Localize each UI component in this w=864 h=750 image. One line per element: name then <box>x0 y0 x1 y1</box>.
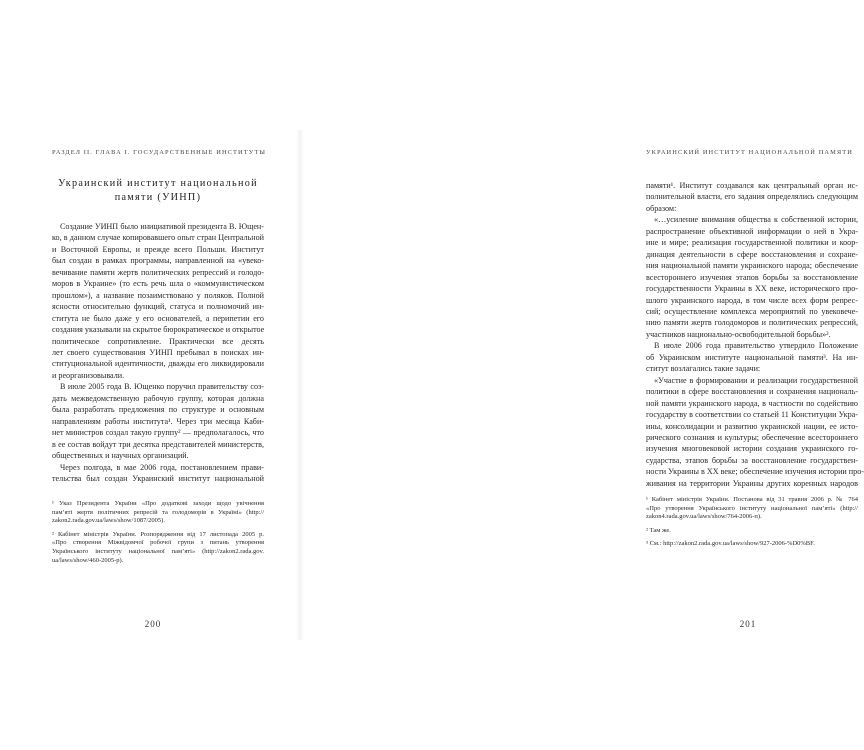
text-line: ности Украины в XX веке; обеспечение изучения истории про- <box>646 467 864 477</box>
text-line: шлого украинского народа, в том числе всех форм репрес- <box>646 295 858 305</box>
text-line: вечивание памяти жертв политических репрессий и голодо- <box>52 267 264 277</box>
text-line: лет своего существования УИНП пребывал в поисках ин- <box>52 347 264 357</box>
left-page <box>0 0 300 750</box>
text-line: нет министров создал такую группу² — предполагалось, что <box>52 428 264 438</box>
text-line: тельства был создан Украинский институт национальной <box>52 473 264 483</box>
text-line: направлениям работы института¹. Через три месяца Каби- <box>52 416 264 426</box>
text-line: полнительной власти, его задания определялись следующим <box>646 192 858 202</box>
footnote-line: Українського інституту національної пам’яті» (http://zakon2.rada.gov. <box>52 547 264 555</box>
footnote-line: ua/laws/show/460-2005-р). <box>52 556 124 564</box>
text-line: общественных и научных организаций. <box>52 451 189 461</box>
text-line: «…усиление внимания общества к собственной истории, <box>654 215 858 225</box>
footnote-line: ¹ Указ Президента України «Про додаткові заходи щодо увічнення <box>52 500 264 507</box>
text-line: в ее состав войдут три десятка представителей министерств, <box>52 439 264 449</box>
text-line: ния национальной памяти украинского народа; обеспечение <box>646 261 858 271</box>
text-line: ясности относительно функций, статуса и полномочий ин- <box>52 302 264 312</box>
text-line: об Украинском институте национальной памяти³. На ин- <box>646 352 858 362</box>
text-line: распространение объективной информации о ней в Укра- <box>646 226 858 236</box>
heading-line-1: Украинский институт национальной <box>58 178 258 189</box>
text-line: создания указывали на скрытое бюрократическое и открытое <box>52 325 265 335</box>
page-number-left: 200 <box>144 619 162 629</box>
text-line: ины, консолидации и развитию украинской нации, ее исто- <box>646 421 858 431</box>
text-line: прошлом»), а название позаимствовано у поляков. Полной <box>52 290 264 300</box>
text-line: ной памяти украинского народа, в частности по содействию <box>646 398 858 408</box>
text-line: сударства, этапов борьбы за восстановление государствен- <box>646 455 858 465</box>
text-line: живания на территории Украины других коренных народов <box>646 478 858 488</box>
text-line: государственности Украины в XX веке, исторического про- <box>646 284 858 294</box>
footnotes-right <box>646 496 858 549</box>
text-line: политическое сопротивление. Практически все десять <box>52 336 264 346</box>
text-line: дать межведомственную рабочую группу, которая должна <box>52 393 264 403</box>
text-line: и реорганизовывали. <box>52 370 125 380</box>
text-line: динация деятельности в сфере восстановления и сохране- <box>646 249 858 259</box>
footnote-line: ² Там же. <box>646 526 671 534</box>
text-line: В июле 2005 года В. Ющенко поручил правительству соз- <box>60 382 264 392</box>
footnote-line: ³ См.: http://zakon2.rada.gov.ua/laws/show/927-2006-%D0%BF. <box>646 540 815 548</box>
text-line: Через полгода, в мае 2006 года, постановлением прави- <box>60 462 264 472</box>
running-head-left: РАЗДЕЛ II. ГЛАВА I. ГОСУДАРСТВЕННЫЕ ИНСТИТУТЫ <box>52 149 267 156</box>
text-line: ститут возлагались такие задачи: <box>646 364 761 374</box>
text-line: моров в Украине» (то есть речь шла о «коммунистическом <box>52 279 264 289</box>
page-number-right: 201 <box>739 619 757 629</box>
text-line: участников национально-освободительной борьбы»². <box>646 329 831 339</box>
text-line: была разработать предложения по структуре и основным <box>52 405 264 415</box>
section-heading <box>52 177 264 205</box>
text-line: «Участие в формировании и реализации государственной <box>654 375 858 385</box>
text-line: ститута не было даже у его основателей, а перипетии его <box>52 313 264 323</box>
text-line: политики в сфере восстановления и сохранения националь- <box>646 387 858 397</box>
running-head-right: УКРАИНСКИЙ ИНСТИТУТ НАЦИОНАЛЬНОЙ ПАМЯТИ <box>646 149 854 156</box>
text-line: Создание УИНП было инициативой президента В. Ющен- <box>60 222 264 231</box>
text-line: сий; осуществление комплекса мероприятий по увековече- <box>646 306 858 316</box>
right-page <box>300 0 864 750</box>
text-line: и Восточной Европы, и прежде всего Польши. Институт <box>52 244 264 254</box>
text-line: ституциональной идентичности, дважды его ликвидировали <box>52 359 264 369</box>
body-text-left <box>52 221 264 484</box>
footnote-line: пам’яті жертв політичних репресій та голодоморів в Україні» (http:// <box>52 508 264 516</box>
text-line: В июле 2006 года правительство утвердило Положение <box>654 341 858 351</box>
footnote-line: zakon4.rada.gov.ua/laws/show/764-2006-п). <box>646 513 762 521</box>
text-line: государству в соответствии со статьей 11 Конституции Укра- <box>646 410 858 420</box>
footnote-line: «Про утворення Українського інституту національної пам’яті» (http:// <box>646 504 858 512</box>
footnotes-left <box>52 500 264 565</box>
footnote-line: «Про створення Міжвідомчої робочої групи з питань утворення <box>52 539 264 547</box>
text-line: памяти¹. Институт создавался как центральный орган ис- <box>646 181 858 190</box>
text-line: был создан в рамках программы, направленной на «увеко- <box>52 256 264 266</box>
footnote-line: ² Кабінет міністрів України. Розпорядження від 17 листопада 2005 р. <box>52 530 264 538</box>
text-line: изучения многовековой истории создания украинского го- <box>646 444 858 454</box>
body-text-right <box>646 180 864 489</box>
text-line: ко, в данном случае копировавшего опыт стран Центральной <box>52 233 264 243</box>
text-line: всестороннего изучения этапов борьбы за восстановление <box>646 272 858 282</box>
text-line: образом: <box>646 203 677 213</box>
footnote-line: ¹ Кабінет міністрів України. Постанова від 31 травня 2006 р. № 764 <box>646 496 858 503</box>
text-line: ине и мире; реализация государственной политики и коор- <box>646 238 858 248</box>
text-line: нию памяти жертв голодоморов и политических репрессий, <box>646 318 858 328</box>
footnote-line: zakon2.rada.gov.ua/laws/show/1087/2005). <box>52 517 165 525</box>
heading-line-2: памяти (УИНП) <box>114 192 202 203</box>
text-line: рического сознания и культуры; обеспечение всестороннего <box>646 432 858 442</box>
